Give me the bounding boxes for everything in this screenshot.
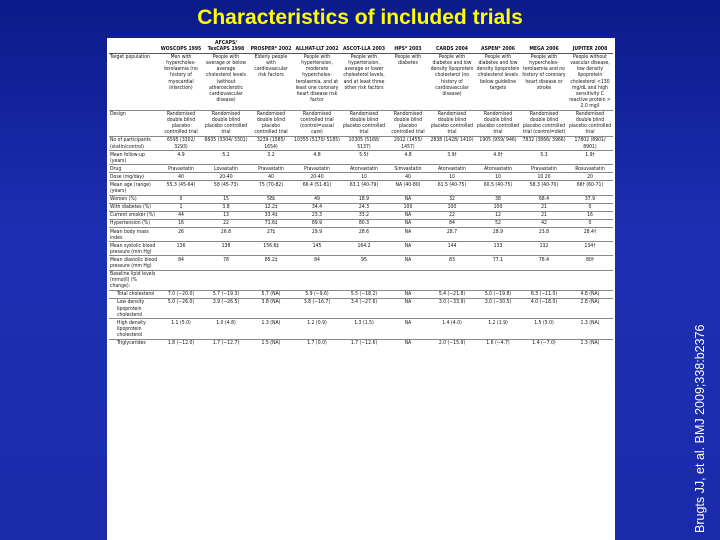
table-cell: 21 <box>521 211 567 219</box>
table-cell: 26 <box>159 228 203 242</box>
table-row <box>109 181 613 195</box>
table-cell: 15 <box>203 195 249 203</box>
table-cell: 95 <box>341 256 387 270</box>
row-label: Mean follow-up (years) <box>109 151 159 165</box>
table-cell: 1.0 (4.8) <box>203 319 249 339</box>
table-cell: Pravastatin <box>293 165 341 173</box>
row-label: Triglycerides <box>109 339 159 347</box>
table-cell: 68.4 <box>521 195 567 203</box>
table-cell: 26.8 <box>203 228 249 242</box>
table-cell: 89.9 <box>293 219 341 227</box>
table-cell: People without vascular disease, low density lipoprotein cholesterol <130 mg/dL and high sensitivity C reactive protein > 2.0 mg/l <box>567 53 613 110</box>
row-label: Design <box>109 110 159 136</box>
column-header-trial: PROSPER* 2002 <box>249 39 293 53</box>
row-label: Drug <box>109 165 159 173</box>
table-cell: 100 <box>387 203 429 211</box>
table-cell: NA (40-80) <box>387 181 429 195</box>
table-cell: NA <box>387 319 429 339</box>
table-cell: 75 (70-82) <box>249 181 293 195</box>
table-row <box>109 290 613 298</box>
table-cell: Randomised double blind placebo controlled trial <box>430 111 474 136</box>
table-cell: 138 <box>203 242 249 256</box>
table-cell: 1.3 (NA) <box>567 319 613 339</box>
row-label: Hypertension (%) <box>109 219 159 227</box>
table-cell: 10355 (5170/ 5185) <box>293 136 341 150</box>
table-row <box>109 151 613 165</box>
table-cell: 17802 (8901/ 8901) <box>567 136 613 150</box>
table-row <box>109 339 613 347</box>
table-cell: 1.3 (NA) <box>567 339 613 347</box>
table-cell: 10305 (5168/ 5137) <box>341 136 387 150</box>
table-cell: 42 <box>521 219 567 227</box>
table-row <box>109 242 613 256</box>
table-cell: 22 <box>203 219 249 227</box>
table-cell: 37.9 <box>567 195 613 203</box>
table-cell: Randomised double blind placebo controlled trial <box>204 111 248 136</box>
table-cell <box>249 270 293 290</box>
table-cell: 0 <box>159 195 203 203</box>
table-cell: 144 <box>429 242 475 256</box>
table-cell: 34.4 <box>293 203 341 211</box>
table-cell: 12 <box>475 211 521 219</box>
table-row <box>109 211 613 219</box>
table-panel <box>107 38 615 540</box>
table-cell: 5.3 <box>521 151 567 165</box>
table-cell: 83 <box>429 256 475 270</box>
table-row <box>109 298 613 318</box>
column-header-trial: ASPEN* 2006 <box>475 39 521 53</box>
table-cell: 28.9 <box>475 228 521 242</box>
table-cell: Atorvastatin <box>341 165 387 173</box>
table-cell: 0 <box>567 219 613 227</box>
table-cell: 2.0 (−15.9) <box>429 339 475 347</box>
table-cell: 6605 (3304/ 3301) <box>203 136 249 150</box>
table-cell <box>341 270 387 290</box>
table-cell: Randomised double blind placebo controlled trial <box>159 110 203 136</box>
table-cell: NA <box>387 219 429 227</box>
table-cell: People with hypertension, moderate hypercholes-terolaemia, and at least one coronary heart disease risk factor <box>293 53 341 110</box>
table-cell: 3.9 (−26.5) <box>203 298 249 318</box>
table-cell: 78 <box>203 256 249 270</box>
table-cell: 164.2 <box>341 242 387 256</box>
table-cell: 23.8 <box>521 228 567 242</box>
table-cell: 5.7 (NA) <box>249 290 293 298</box>
table-cell: Simvastatin <box>387 165 429 173</box>
table-cell: 3.4 (−27.6) <box>341 298 387 318</box>
table-cell: 52 <box>475 219 521 227</box>
table-cell: Elderly people with cardiovascular risk factors <box>249 53 293 110</box>
table-cell: 6.3 (−11.0) <box>521 290 567 298</box>
table-cell: Randomised double blind placebo controlled trial <box>249 110 293 136</box>
table-cell: 22 <box>429 211 475 219</box>
table-cell: 4.9 <box>159 151 203 165</box>
table-cell: Randomised controlled trial (control=usual care) <box>293 110 341 136</box>
table-cell: 3.0 (−33.9) <box>429 298 475 318</box>
table-cell: 7832 (3866/ 3966) <box>521 136 567 150</box>
table-cell: 27‡ <box>249 228 293 242</box>
table-cell: 12.2‡ <box>249 203 293 211</box>
table-cell: 40 <box>387 173 429 181</box>
table-body <box>109 53 613 346</box>
row-label: No of participants (statin/control) <box>109 136 159 150</box>
table-cell: Lovastatin <box>203 165 249 173</box>
row-label: Mean body mass index <box>109 228 159 242</box>
table-cell: 20-40 <box>293 173 341 181</box>
table-cell: 16 <box>567 211 613 219</box>
table-cell <box>429 270 475 290</box>
table-cell: 0 <box>567 203 613 211</box>
table-cell: 77.1 <box>475 256 521 270</box>
table-cell: 20-40 <box>203 173 249 181</box>
table-row <box>109 270 613 290</box>
table-cell: 6595 (3302/ 3293) <box>159 136 203 150</box>
table-cell: 1.5 (5.0) <box>521 319 567 339</box>
table-cell: 1.8 (−12.0) <box>159 339 203 347</box>
table-cell: 4.0† <box>475 151 521 165</box>
table-cell: 1.2 (1.9) <box>475 319 521 339</box>
table-cell: 29.9 <box>293 228 341 242</box>
table-cell <box>475 270 521 290</box>
table-cell <box>293 270 341 290</box>
table-cell: People with diabetes and low density lipoprotein cholesterol (no history of cardiovascular disease) <box>429 53 475 110</box>
table-cell: 61.5 (40-75) <box>429 181 475 195</box>
table-cell: 1.7 (−12.7) <box>203 339 249 347</box>
table-cell: 60.5 (40-75) <box>475 181 521 195</box>
table-cell: 3.8 (−16.7) <box>293 298 341 318</box>
table-cell: Randomised double blind placebo controlled trial <box>476 111 520 136</box>
table-cell: Men with hypercholes-terolaemia (no history of myocardial infarction) <box>159 53 203 110</box>
table-cell: 58.3 (40-70) <box>521 181 567 195</box>
table-cell: NA <box>387 195 429 203</box>
table-cell: People with average or below average cholesterol levels (without atherosclerotic cardiovascular disease) <box>203 53 249 110</box>
table-row <box>109 173 613 181</box>
table-cell: 1.3 (NA) <box>249 319 293 339</box>
table-cell: 32 <box>429 195 475 203</box>
column-header-trial: CARDS 2004 <box>429 39 475 53</box>
table-cell: 1.1 (5.0) <box>159 319 203 339</box>
table-cell: 3.2 <box>249 151 293 165</box>
table-cell: 85.2‡ <box>249 256 293 270</box>
table-cell: 38 <box>475 195 521 203</box>
table-cell: 23.3 <box>293 211 341 219</box>
table-cell: 58 (45-73) <box>203 181 249 195</box>
table-cell: 20 <box>567 173 613 181</box>
table-cell: 4.8 <box>387 151 429 165</box>
table-cell: 40 <box>159 173 203 181</box>
table-cell: NA <box>387 298 429 318</box>
table-cell: NA <box>387 211 429 219</box>
table-cell: 100 <box>475 203 521 211</box>
column-header-trial: HPS* 2003 <box>387 39 429 53</box>
table-cell: 10 <box>429 173 475 181</box>
table-cell: 10 20 <box>521 173 567 181</box>
column-header-trial: AFCAPS/ TexCAPS 1998 <box>203 39 249 53</box>
table-cell: 7.0 (−20.0) <box>159 290 203 298</box>
table-row <box>109 319 613 339</box>
table-cell: 3.0 (−30.5) <box>475 298 521 318</box>
table-row <box>109 165 613 173</box>
table-cell: Atorvastatin <box>475 165 521 173</box>
table-cell: Pravastatin <box>249 165 293 173</box>
row-label: Current smoker (%) <box>109 211 159 219</box>
table-row <box>109 228 613 242</box>
row-label: Mean age (range) (years) <box>109 181 159 195</box>
table-cell: 3.8 <box>203 203 249 211</box>
table-cell: 10 <box>475 173 521 181</box>
column-header-trial: ALLHAT-LLT 2002 <box>293 39 341 53</box>
table-cell: 71.6‡ <box>249 219 293 227</box>
row-label: Target population <box>109 53 159 110</box>
table-cell: 55.3 (45-64) <box>159 181 203 195</box>
table-cell: 49 <box>293 195 341 203</box>
row-label: With diabetes (%) <box>109 203 159 211</box>
table-cell: Randomised double blind placebo controlled trial <box>387 110 429 136</box>
table-cell: 58‡ <box>249 195 293 203</box>
table-cell: 66† (60-71) <box>567 181 613 195</box>
table-cell: 18.9 <box>341 195 387 203</box>
table-row <box>109 256 613 270</box>
table-cell <box>387 270 429 290</box>
row-label: Dose (mg/day) <box>109 173 159 181</box>
table-cell: 2.8 (NA) <box>567 298 613 318</box>
table-cell: 1.9† <box>567 151 613 165</box>
table-cell: 33.2 <box>341 211 387 219</box>
table-cell <box>567 270 613 290</box>
table-cell: Randomised double blind placebo controlled trial <box>342 111 386 136</box>
table-cell: NA <box>387 290 429 298</box>
row-label: Mean systolic blood pressure (mm Hg) <box>109 242 159 256</box>
table-cell: NA <box>387 256 429 270</box>
table-row <box>109 110 613 136</box>
table-row <box>109 203 613 211</box>
table-cell: 132 <box>521 242 567 256</box>
table-row <box>109 136 613 150</box>
table-cell: Pravastatin <box>159 165 203 173</box>
table-cell: People with diabetes <box>387 53 429 110</box>
table-cell: People with diabetes and low density lipoprotein cholesterol levels below guideline targets <box>475 53 521 110</box>
table-cell: 78.4 <box>521 256 567 270</box>
table-cell: 4.0 (−18.0) <box>521 298 567 318</box>
table-cell: People with hypercholes-terolaemia and no history of coronary heart disease or stroke <box>521 53 567 110</box>
table-cell: 84 <box>429 219 475 227</box>
table-cell: 80.3 <box>341 219 387 227</box>
row-label: Mean diastolic blood pressure (mm Hg) <box>110 256 158 269</box>
table-cell: 24.3 <box>341 203 387 211</box>
table-cell: 63.1 (40-79) <box>341 181 387 195</box>
table-cell: NA <box>387 228 429 242</box>
table-row <box>109 219 613 227</box>
column-header-trial: WOSCOPS 1995 <box>159 39 203 53</box>
table-cell: 1.5 (NA) <box>249 339 293 347</box>
table-cell: 21 <box>521 203 567 211</box>
table-cell: 5.4 (−21.8) <box>429 290 475 298</box>
trials-table <box>109 39 613 347</box>
table-cell: 100 <box>429 203 475 211</box>
table-row <box>109 53 613 110</box>
table-cell: 145 <box>293 242 341 256</box>
table-cell: 1905 (959/ 946) <box>475 136 521 150</box>
table-cell: 5.5† <box>341 151 387 165</box>
table-cell: 1.6 (−4.7) <box>475 339 521 347</box>
table-cell: NA <box>387 242 429 256</box>
table-row <box>109 195 613 203</box>
table-cell: 1.2 (0.9) <box>293 319 341 339</box>
table-cell: NA <box>387 339 429 347</box>
table-cell: Rosuvastatin <box>567 165 613 173</box>
table-cell: 3.9† <box>429 151 475 165</box>
table-cell: 28.7 <box>429 228 475 242</box>
column-header-trial: JUPITER 2008 <box>567 39 613 53</box>
table-cell: 5.5 (−18.2) <box>341 290 387 298</box>
table-cell: Randomised double blind placebo controlled trial (control=diet) <box>522 111 566 136</box>
table-cell: 4.8 (NA) <box>567 290 613 298</box>
table-cell <box>203 270 249 290</box>
table-cell: 28.4† <box>567 228 613 242</box>
slide-title: Characteristics of included trials <box>197 6 523 29</box>
row-label: Total cholesterol <box>109 290 159 298</box>
table-cell <box>521 270 567 290</box>
table-cell: 2838 (1428/ 1410) <box>429 136 475 150</box>
table-cell: 5.7 (−19.3) <box>203 290 249 298</box>
table-cell: 1 <box>159 203 203 211</box>
column-header-trial: MEGA 2006 <box>521 39 567 53</box>
table-cell: Atorvastatin <box>429 165 475 173</box>
table-cell: 1.4 (−7.0) <box>521 339 567 347</box>
table-cell: 16 <box>159 219 203 227</box>
table-cell: 10 <box>341 173 387 181</box>
table-cell: 5.0 (−19.8) <box>475 290 521 298</box>
table-cell: 66.4 (51-81) <box>293 181 341 195</box>
table-cell: 84 <box>293 256 341 270</box>
table-cell: Pravastatin <box>521 165 567 173</box>
table-cell: 5.2 <box>203 151 249 165</box>
table-cell: 80† <box>567 256 613 270</box>
column-header-trial: ASCOT-LLA 2003 <box>341 39 387 53</box>
table-cell: 2912 (1455/ 1457) <box>387 136 429 150</box>
table-cell: 33.4‡ <box>249 211 293 219</box>
table-cell: 3239 (1585/ 1654) <box>249 136 293 150</box>
table-cell: 136 <box>159 242 203 256</box>
table-cell: 133 <box>475 242 521 256</box>
header-row <box>109 39 613 53</box>
row-label: High density lipoprotein cholesterol <box>109 319 159 339</box>
table-cell: 5.0 (−26.0) <box>159 298 203 318</box>
table-cell: 1.4 (4.0) <box>429 319 475 339</box>
table-cell: 134† <box>567 242 613 256</box>
table-cell: Randomised double blind placebo controlled trial <box>568 111 612 136</box>
table-cell: 1.7 (0.0) <box>293 339 341 347</box>
table-cell: 5.9 (−9.6) <box>293 290 341 298</box>
table-cell: People with hypertension, average or lower cholesterol levels, and at least three other risk factors <box>341 53 387 110</box>
row-label: Low density lipoprotein cholesterol <box>109 298 159 318</box>
table-cell: 1.3 (1.5) <box>341 319 387 339</box>
table-cell: 13 <box>203 211 249 219</box>
table-cell: 1.7 (−12.6) <box>341 339 387 347</box>
column-header-label <box>109 39 159 53</box>
table-cell: 3.8 (NA) <box>249 298 293 318</box>
table-cell: 28.6 <box>341 228 387 242</box>
table-cell: 4.8 <box>293 151 341 165</box>
table-cell: 40 <box>249 173 293 181</box>
table-cell <box>159 270 203 290</box>
table-cell: 44 <box>159 211 203 219</box>
row-label: Women (%) <box>109 195 159 203</box>
row-label: Baseline lipid levels (mmol/l) (% change): <box>109 270 159 290</box>
table-cell: 84 <box>159 256 203 270</box>
table-cell: 156.6‡ <box>249 242 293 256</box>
citation: Brugts JJ, et al. BMJ 2009;338:b2376 <box>693 324 707 533</box>
